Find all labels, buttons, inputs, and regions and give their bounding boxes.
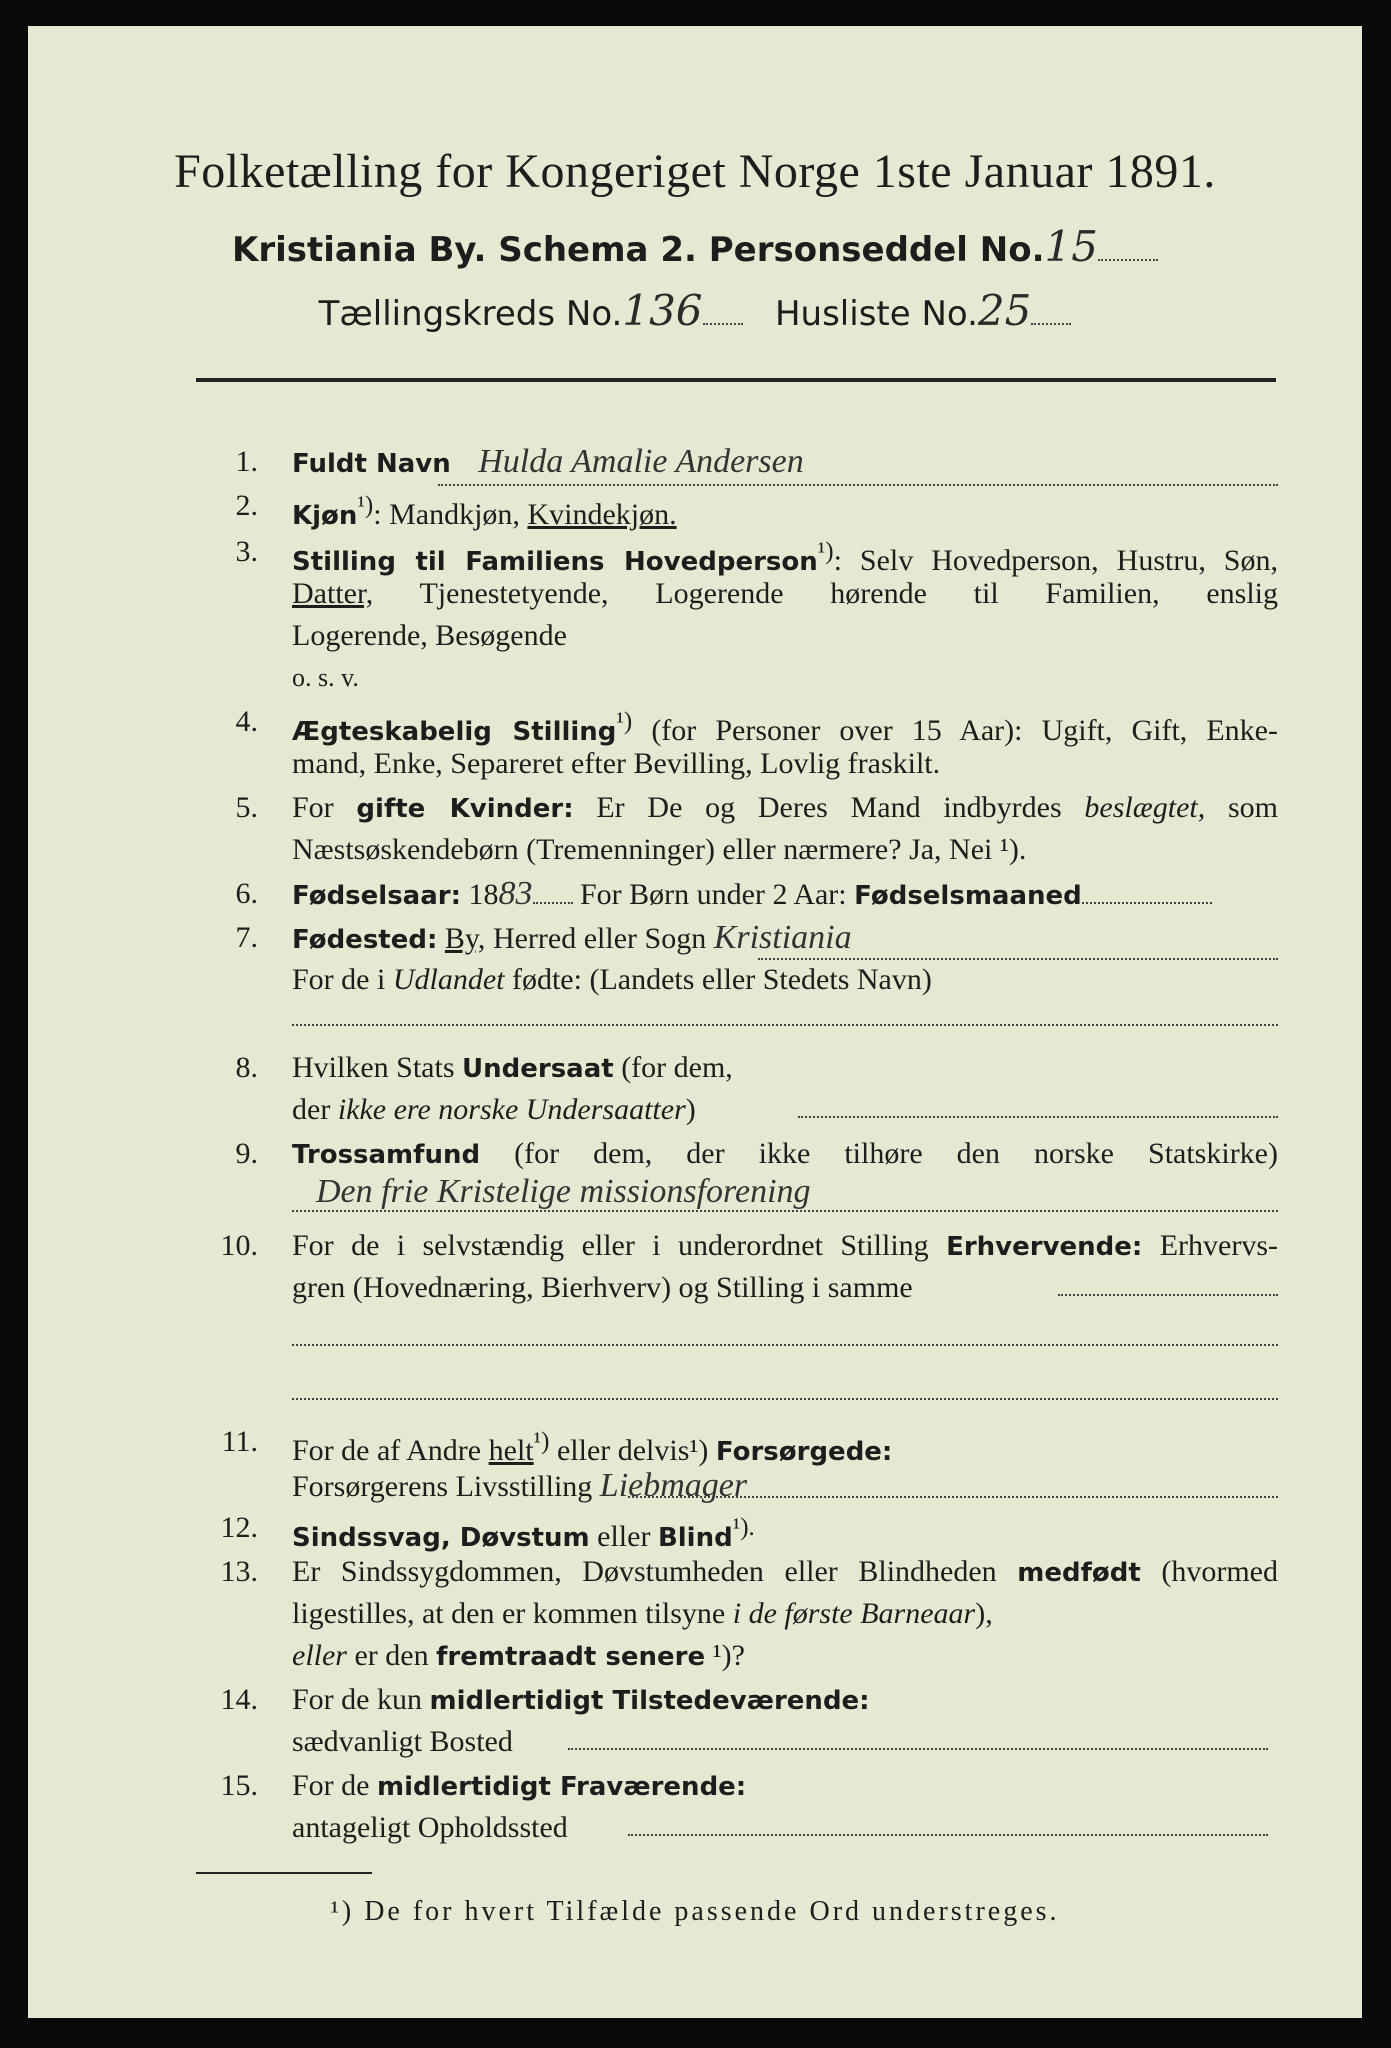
religion-value: Den frie Kristelige missionsforening — [316, 1173, 811, 1210]
supporter-occupation-value: Liebmager — [599, 1467, 748, 1504]
birth-year-value: 83 — [498, 875, 533, 912]
footnote-divider — [196, 1872, 372, 1874]
personseddel-number: 15 — [1044, 222, 1098, 271]
full-name-value: Hulda Amalie Andersen — [478, 443, 804, 480]
taellingskreds-number: 136 — [622, 286, 703, 335]
form-title: Folketælling for Kongeriget Norge 1ste Januar 1891. — [174, 145, 1216, 198]
husliste-number: 25 — [977, 286, 1032, 335]
family-position-selected: Datter, — [292, 577, 374, 610]
form-subtitle: Kristiania By. Schema 2. Personseddel No.15 — [28, 222, 1362, 271]
footnote: ¹) De for hvert Tilfælde passende Ord understreges. — [330, 1896, 1060, 1927]
form-district-line: Tællingskreds No.136 Husliste No.25 — [28, 286, 1362, 335]
census-form: Folketælling for Kongeriget Norge 1ste Januar 1891. Kristiania By. Schema 2. Personseddel No.15 Tællingskreds No.136 Husliste No.25 1. Fuldt Navn Hulda Amalie Andersen 2. Kjøn$^{^1)}$: Mandkjøn, Kvindekjøn. 3. Stilling til Familiens Hovedperson$^{^1)}$: Selv Hovedperson, Hustru, Søn, Datter, Tjenestetyende, Logerende hørende til Familien, enslig Logerende, Besøgende o. s. v. 4. Ægteskabelig Stilling$^{^1)}$ (for Personer over 15 Aar): Ugift, Gift, Enke- mand, Enke, Separeret efter Bevilling, Lovlig fraskilt. 5. For gifte Kvinder: Er De og Deres Mand indbyrdes beslægtet, som Næstsøskendebørn (Tremenninger) eller nærmere? Ja, Nei ¹). 6. Fødselsaar: 1883 For Børn under 2 Aar: Fødselsmaaned 7. Fødested: By, Herred eller Sogn Kristiania For de i Udlandet fødte: (Landets eller Stedets Navn) 8. Hvilken Stats Undersaat (for dem, der ikke ere norske Undersaatter) 9. Trossamfund (for dem, der ikke tilhøre den norske Statskirke) Den frie Kristelige missionsforening 10. For de i selvstændig eller i underordnet Stilling Erhvervende: Erhvervs- gren (Hovednæring, Bierhverv) og Stilling i samme 11. For de af Andre helt$^{^1)}$ eller delvis¹) Forsørgede: Forsørgerens Livsstilling Liebmager 12. Sindssvag, Døvstum eller Blind$^{^1).}$ 13. Er Sindssygdommen, Døvstumheden eller Blindheden medfødt (hvormed ligestilles, at den er kommen tilsyne i de første Barneaar), eller er den fremtraadt senere ¹)? 14. For de kun midlertidigt Tilstedeværende: sædvanligt Bosted 15. For de midlertidigt Fraværende: antageligt Opholdssted ¹) De for hvert Tilfælde passende Ord understreges. — [28, 26, 1362, 2018]
birthplace-value: Kristiania — [713, 919, 852, 956]
birthplace-selected: By, — [444, 922, 486, 955]
sex-selected: Kvindekjøn. — [527, 498, 677, 531]
header-divider — [196, 378, 1276, 382]
